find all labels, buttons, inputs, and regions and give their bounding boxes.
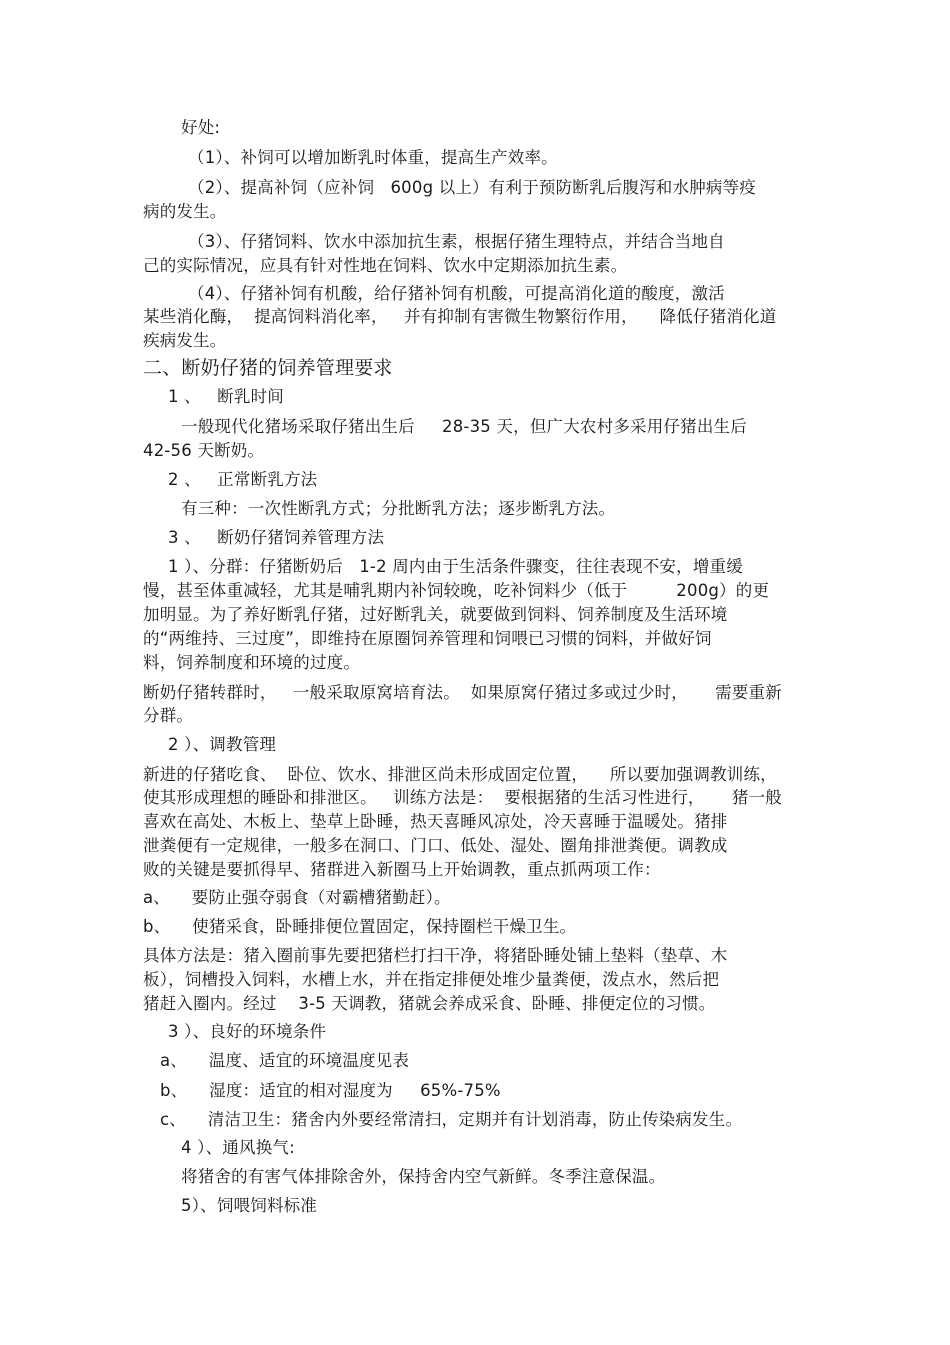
training-para-line-3: 喜欢在高处、木板上、垫草上卧睡，热天喜睡风凉处，冷天喜睡于温暖处。猪排 bbox=[143, 812, 728, 831]
training-para-line-2: 使其形成理想的睡卧和排泄区。 训练方法是： 要根据猪的生活习性进行， 猪一般 bbox=[143, 788, 782, 807]
transfer-para-line-2: 分群。 bbox=[143, 706, 194, 725]
benefits-heading: 好处: bbox=[181, 118, 221, 137]
method-para-line-3: 猪赶入圈内。经过 3-5 天调教，猪就会养成采食、卧睡、排便定位的习惯。 bbox=[143, 994, 716, 1013]
benefit-item-3-line-2: 己的实际情况，应具有针对性地在饲料、饮水中定期添加抗生素。 bbox=[143, 256, 628, 275]
benefit-item-3-line-1: （3）、仔猪饲料、饮水中添加抗生素，根据仔猪生理特点，并结合当地自 bbox=[188, 232, 725, 251]
benefit-item-1: （1）、补饲可以增加断乳时体重，提高生产效率。 bbox=[188, 148, 558, 167]
environment-title: 3 ）、良好的环境条件 bbox=[168, 1022, 327, 1041]
ventilation-text: 将猪舍的有害气体排除舍外，保持舍内空气新鲜。冬季注意保温。 bbox=[181, 1167, 666, 1186]
subsection-3-title: 3 、 断奶仔猪饲养管理方法 bbox=[168, 528, 385, 547]
training-para-line-5: 败的关键是要抓得早、猪群进入新圈马上开始调教，重点抓两项工作： bbox=[143, 860, 661, 879]
benefit-item-4-line-1: （4）、仔猪补饲有机酸，给仔猪补饲有机酸，可提高消化道的酸度，激活 bbox=[188, 284, 725, 303]
environment-item-b: b、 湿度：适宜的相对湿度为 65%-75% bbox=[160, 1081, 501, 1100]
environment-item-a: a、 温度、适宜的环境温度见表 bbox=[160, 1051, 410, 1070]
grouping-para-line-4: 的“两维持、三过度”，即维持在原圈饲养管理和饲喂已习惯的饲料，并做好饲 bbox=[143, 629, 712, 648]
subsection-2-title: 2 、 正常断乳方法 bbox=[168, 470, 318, 489]
grouping-para-line-1: 1 ）、分群：仔猪断奶后 1-2 周内由于生活条件骤变，往往表现不安，增重缓 bbox=[168, 557, 743, 576]
training-para-line-4: 泄粪便有一定规律，一般多在洞口、门口、低处、湿处、圈角排泄粪便。调教成 bbox=[143, 836, 728, 855]
feed-standard-title: 5）、饲喂饲料标准 bbox=[181, 1196, 318, 1215]
training-item-b: b、 使猪采食，卧睡排便位置固定，保持圈栏干燥卫生。 bbox=[143, 917, 577, 936]
grouping-para-line-3: 加明显。为了养好断乳仔猪，过好断乳关，就要做到饲料、饲养制度及生活环境 bbox=[143, 605, 728, 624]
subsection-1-text-line-2: 42-56 天断奶。 bbox=[143, 441, 265, 460]
ventilation-title: 4 ）、通风换气: bbox=[181, 1138, 295, 1157]
method-para-line-2: 板），饲槽投入饲料，水槽上水，并在指定排便处堆少量粪便，泼点水，然后把 bbox=[143, 970, 720, 989]
training-title: 2 ）、调教管理 bbox=[168, 735, 277, 754]
grouping-para-line-5: 料，饲养制度和环境的过度。 bbox=[143, 653, 361, 672]
benefit-item-4-line-3: 疾病发生。 bbox=[143, 331, 227, 350]
subsection-2-text: 有三种：一次性断乳方式；分批断乳方法；逐步断乳方法。 bbox=[181, 499, 616, 518]
benefit-item-2-line-1: （2）、提高补饲（应补饲 600g 以上）有利于预防断乳后腹泻和水肿病等疫 bbox=[188, 178, 756, 197]
transfer-para-line-1: 断奶仔猪转群时， 一般采取原窝培育法。 如果原窝仔猪过多或过少时， 需要重新 bbox=[143, 683, 782, 702]
section-2-title: 二、断奶仔猪的饲养管理要求 bbox=[143, 357, 393, 379]
grouping-para-line-2: 慢，甚至体重减轻，尤其是哺乳期内补饲较晚，吃补饲料少（低于 200g）的更 bbox=[143, 581, 770, 600]
training-item-a: a、 要防止强夺弱食（对霸槽猪勤赶）。 bbox=[143, 888, 451, 907]
subsection-1-text-line-1: 一般现代化猪场采取仔猪出生后 28-35 天，但广大农村多采用仔猪出生后 bbox=[181, 417, 747, 436]
benefit-item-4-line-2: 某些消化酶， 提高饲料消化率， 并有抑制有害微生物繁衍作用， 降低仔猪消化道 bbox=[143, 307, 777, 326]
training-para-line-1: 新进的仔猪吃食、 卧位、饮水、排泄区尚未形成固定位置， 所以要加强调教训练， bbox=[143, 765, 777, 784]
method-para-line-1: 具体方法是：猪入圈前事先要把猪栏打扫干净，将猪卧睡处铺上垫料（垫草、木 bbox=[143, 946, 728, 965]
benefit-item-2-line-2: 病的发生。 bbox=[143, 202, 227, 221]
environment-item-c: c、 清洁卫生：猪舍内外要经常清扫，定期并有计划消毒，防止传染病发生。 bbox=[160, 1110, 743, 1129]
subsection-1-title: 1 、 断乳时间 bbox=[168, 387, 284, 406]
